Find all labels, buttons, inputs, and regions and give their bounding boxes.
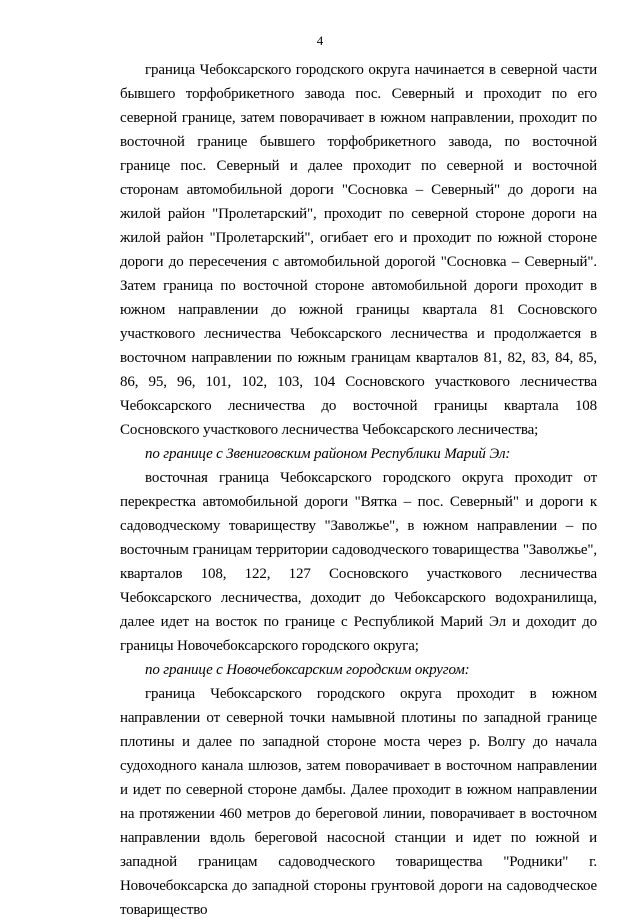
document-body	[120, 58, 597, 922]
paragraph-southern-boundary: граница Чебоксарского городского округа проходит в южном направлении от северной точки намывной плотины по западной границе плотины и далее по западной стороне моста через р. Волгу до начала судоходного канала шлюзов, затем поворачивает в восточном направлении и идет по северной стороне дамбы. Далее проходит в южном направлении на протяжении 460 метров до береговой линии, поворачивает в восточном направлении вдоль береговой насосной станции и идет по южной и западной границам садоводческого товарищества "Родники" г. Новочебоксарска до западной стороны грунтовой дороги на садоводческое товарищество	[120, 686, 597, 918]
paragraph-northern-boundary: граница Чебоксарского городского округа начинается в северной части бывшего торфобрикетного завода пос. Северный и проходит по его северной границе, затем поворачивает в южном направлении, проходит по восточной границе бывшего торфобрикетного завода, по восточной границе пос. Северный и далее проходит по северной и восточной сторонам автомобильной дороги "Сосновка – Северный" до дороги на жилой район "Пролетарский", проходит по северной стороне дороги на жилой район "Пролетарский", огибает его и проходит по южной стороне дороги до пересечения с автомобильной дорогой "Сосновка – Северный". Затем граница по восточной стороне автомобильной дороги проходит в южном направлении до южной границы квартала 81 Сосновского участкового лесничества Чебоксарского лесничества и продолжается в восточном направлении по южным границам кварталов 81, 82, 83, 84, 85, 86, 95, 96, 101, 102, 103, 104 Сосновского участкового лесничества Чебоксарского лесничества до восточной границы квартала 108 Сосновского участкового лесничества Чебоксарского лесничества;	[120, 62, 597, 438]
page-number: 4	[316, 33, 324, 48]
paragraph-eastern-boundary: восточная граница Чебоксарского городского округа проходит от перекрестка автомобильной дороги "Вятка – пос. Северный" и дороги к садоводческому товариществу "Заволжье", в южном направлении – по восточным границам территории садоводческого товарищества "Заволжье", кварталов 108, 122, 127 Сосновского участкового лесничества Чебоксарского лесничества, доходит до Чебоксарского водохранилища, далее идет на восток по границе с Республикой Марий Эл и доходит до границы Новочебоксарского городского округа;	[120, 470, 597, 654]
section-heading-zvenigovsky: по границе с Звениговским районом Республики Марий Эл:	[145, 446, 511, 462]
section-heading-novocheboksarsk: по границе с Новочебоксарским городским округом:	[145, 662, 470, 678]
